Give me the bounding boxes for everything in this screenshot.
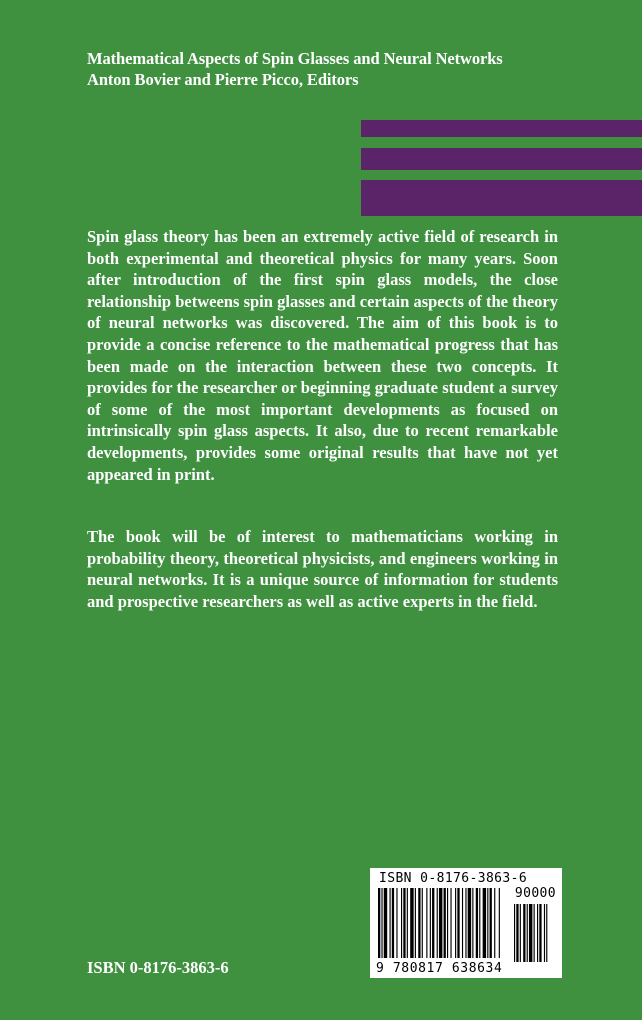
decorative-stripe-bottom xyxy=(361,180,642,216)
barcode-ean-number: 9 780817 638634 xyxy=(376,961,503,976)
barcode-bar xyxy=(422,888,423,958)
decorative-stripe-middle xyxy=(361,148,642,170)
book-title: Mathematical Aspects of Spin Glasses and Neural Networks xyxy=(87,49,503,68)
description-paragraph-1: Spin glass theory has been an extremely active field of research in both experimental and theoretical physics for many years. Soon after introduction of the first spin glass models, the close relationship betweens spin glasses and certain aspects of the theory of neural networks was discovered. The aim of this book is to provide a concise reference to the mathematical progress that has been made on the interaction between these two concepts. It provides for the researcher or beginning graduate student a survey of some of the most important developments as focused on intrinsically spin glass aspects. It also, due to recent remarkable developments, provides some original results that have not yet appeared in print. xyxy=(87,227,558,484)
barcode-bar xyxy=(476,888,478,958)
barcode-bar xyxy=(401,888,402,958)
barcode-bar xyxy=(472,888,473,958)
barcode-addon-bar xyxy=(539,904,541,962)
barcode-bar xyxy=(392,888,394,958)
barcode-bar xyxy=(426,888,427,958)
book-header xyxy=(87,48,607,90)
barcode-bar xyxy=(468,888,471,958)
barcode-addon-bar xyxy=(529,904,532,962)
barcode-bar xyxy=(462,888,463,958)
barcode-bar xyxy=(447,888,448,958)
barcode-addon-bar xyxy=(546,904,547,962)
barcode-bar xyxy=(396,888,397,958)
barcode-bar xyxy=(403,888,405,958)
barcode-bar xyxy=(418,888,420,958)
barcode-bar xyxy=(457,888,459,958)
barcode-bar xyxy=(490,888,492,958)
barcode-bar xyxy=(410,888,413,958)
barcode-bar xyxy=(465,888,466,958)
barcode-panel xyxy=(370,868,562,978)
barcode-bar xyxy=(479,888,480,958)
barcode-bar xyxy=(407,888,408,958)
barcode-addon-bar xyxy=(527,904,528,962)
barcode-bar xyxy=(390,888,391,958)
barcode-price-code: 90000 xyxy=(514,886,556,901)
barcode-bar xyxy=(455,888,456,958)
book-editors: Anton Bovier and Pierre Picco, Editors xyxy=(87,70,359,89)
barcode-isbn-label: ISBN 0-8176-3863-6 xyxy=(379,871,528,886)
footer-isbn: ISBN 0-8176-3863-6 xyxy=(87,958,229,977)
barcode-addon-bar xyxy=(520,904,521,962)
barcode-bar xyxy=(483,888,486,958)
barcode-addon-bar xyxy=(514,904,515,962)
barcode-addon-bar xyxy=(516,904,518,962)
barcode-bar xyxy=(432,888,434,958)
barcode-bar xyxy=(430,888,431,958)
barcode-bar xyxy=(381,888,382,958)
barcode-bar xyxy=(439,888,442,958)
description-paragraph-2: The book will be of interest to mathematicians working in probability theory, theoretical physicists, and engineers working in neural networks. It is a unique source of information for students and prospective researchers as well as active experts in the field. xyxy=(87,527,558,611)
barcode-addon-bar xyxy=(523,904,525,962)
decorative-stripe-top xyxy=(361,120,642,137)
barcode-bar xyxy=(415,888,416,958)
barcode-bar xyxy=(450,888,451,958)
barcode-bar xyxy=(378,888,380,958)
barcode-bar xyxy=(499,888,500,958)
barcode-bar xyxy=(487,888,488,958)
barcode-addon-bar xyxy=(544,904,545,962)
barcode-addon-bar xyxy=(534,904,535,962)
barcode-bar xyxy=(494,888,495,958)
barcode-bar xyxy=(444,888,446,958)
barcode-bar xyxy=(384,888,387,958)
barcode-addon-bar xyxy=(537,904,538,962)
barcode-bar xyxy=(437,888,438,958)
